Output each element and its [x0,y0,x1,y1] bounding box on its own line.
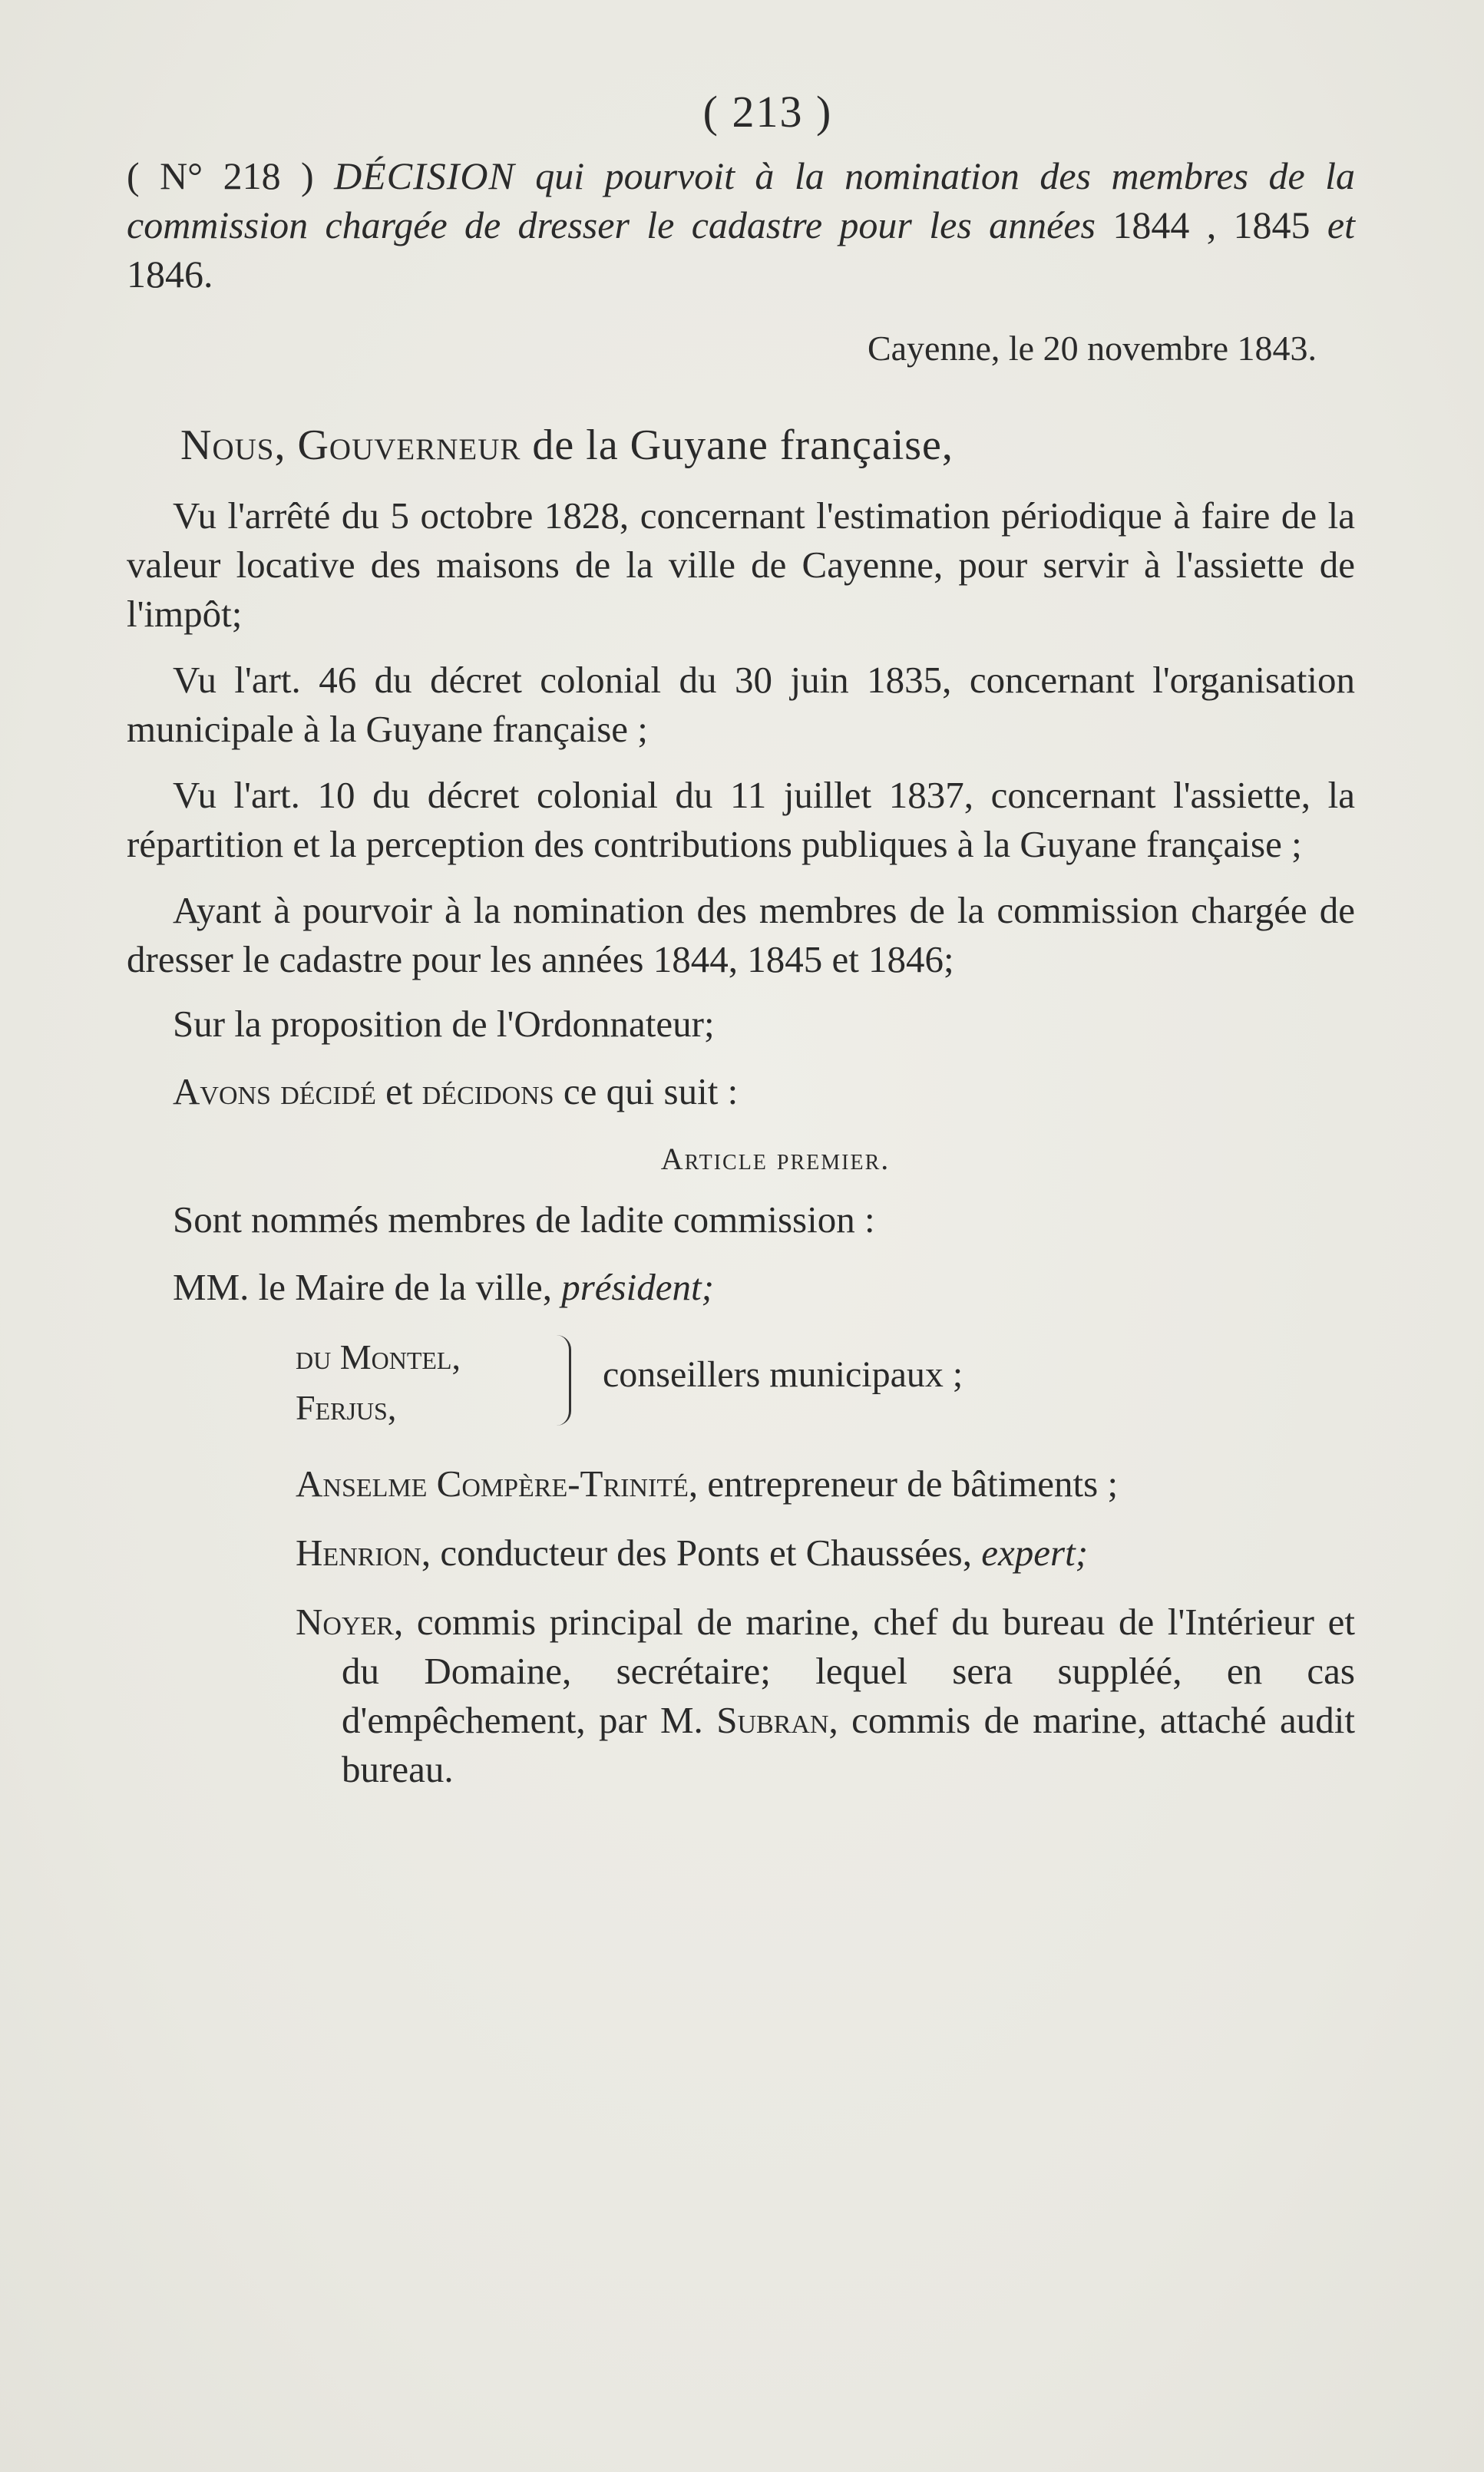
anselme-name: Anselme Compère-Trinité [296,1462,689,1505]
councillor-ferjus: Ferjus, [296,1388,397,1427]
mm-label: MM. [173,1266,250,1308]
decision-title: DÉCISION [334,154,515,197]
page-number: ( 213 ) [702,87,833,137]
henrion-name: Henrion [296,1532,421,1574]
entry-noyer [296,1598,1355,1794]
avons-rest: ce qui suit : [563,1070,739,1112]
councillor-names [296,1332,461,1433]
decision-title-rest: qui pourvoit à la nomination des [535,154,1092,197]
decide-word: décidé [280,1070,376,1112]
henrion-role: expert; [981,1532,1089,1574]
avons-decide [173,1067,1355,1116]
entry-henrion [296,1528,1355,1578]
dateline: Cayenne, le 20 novembre 1843. [867,329,1317,368]
entry-anselme [296,1459,1355,1509]
page-content [127,86,1355,1794]
president-text: le Maire de la ville, [258,1266,552,1308]
president-role: président; [561,1266,714,1308]
henrion-text: , conducteur des Ponts et Chaussées, [421,1532,973,1574]
paragraph-decret-1835: Vu l'art. 46 du décret colonial du 30 juin 1835, concernant l'organisation municipale à la Guyane française ; [127,659,1355,750]
decision-heading [127,151,1355,299]
noyer-name: Noyer [296,1601,394,1643]
decision-title-line3: pour les années [839,203,1096,246]
subran-name: Subran [716,1699,829,1741]
preamble-nous: Nous [180,421,275,469]
paragraph-arrete-1828: Vu l'arrêté du 5 octobre 1828, concernant l'estimation périodique à faire de la valeur locative des maisons de la ville de Cayenne, pour servir à l'assiette de l'impôt; [127,494,1355,635]
paragraph-ayant: Ayant à pourvoir à la nomination des membres de la commission chargée de dresser le cadastre pour les années 1844, 1845 et 1846; [127,889,1355,980]
sont-nommes: Sont nommés membres de ladite commission : [173,1198,875,1241]
avons-et: et [385,1070,413,1112]
president-line [173,1263,1355,1312]
subran-text: , commis de marine, attaché audit bureau. [342,1699,1355,1790]
councillors-group [127,1332,1355,1439]
avons-word: Avons [173,1070,271,1112]
brace [557,1335,571,1426]
preamble-gouverneur: Gouverneur [297,421,521,469]
preamble: Nous, Gouverneur de la Guyane française, [180,421,954,469]
paragraph-decret-1837: Vu l'art. 10 du décret colonial du 11 juillet 1837, concernant l'assiette, la répartition et la perception des contributions publiques à la Guyane française ; [127,774,1355,865]
councillor-role: conseillers municipaux ; [603,1354,963,1395]
noyer-text: , commis principal de marine, chef du bureau de l'Intérieur et du Domaine, secrétaire; lequel sera suppléé, en cas d'empêchement, par M. [342,1601,1355,1741]
decision-title-line2: membres de la commission chargée de dresser le cadastre [127,154,1356,246]
decidons-word: décidons [421,1070,554,1112]
decision-number: ( N° 218 ) [127,154,314,197]
article-title: Article premier. [660,1142,891,1176]
paragraph-proposition: Sur la proposition de l'Ordonnateur; [173,1003,715,1045]
preamble-rest: de la Guyane française, [532,421,954,469]
anselme-text: , entrepreneur de bâtiments ; [688,1462,1119,1505]
decision-last-year: 1846. [127,253,213,296]
decision-et: et [1327,203,1356,246]
decision-years: 1844 , 1845 [1112,203,1310,246]
councillor-du-montel: du Montel, [296,1337,461,1376]
